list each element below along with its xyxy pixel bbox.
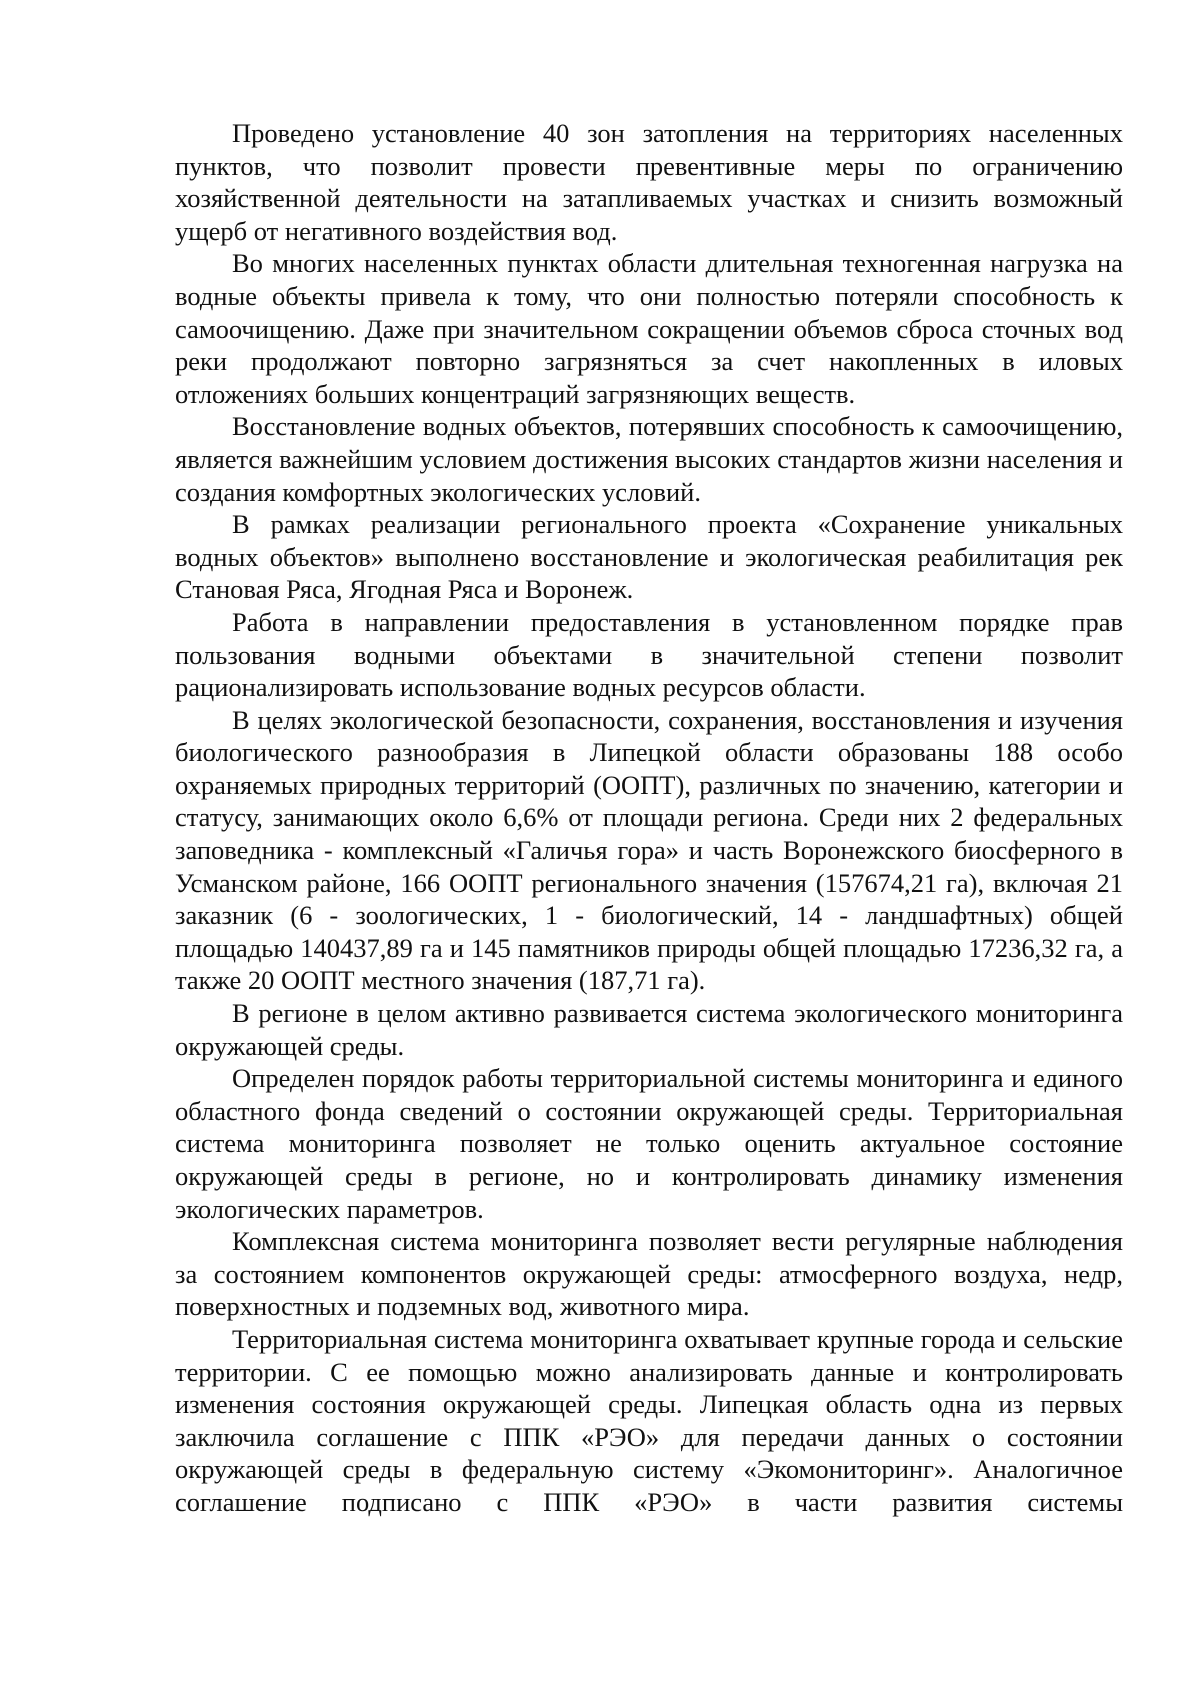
paragraph-monitoring-procedure: Определен порядок работы территориальной системы мониторинга и единого областного фонда сведений о состоянии окружающей среды. Территориальная система мониторинга позволяет не только оценить актуальное состояние окружающей среды в регионе, но и контролировать динамику изменения экологических параметров. xyxy=(175,1063,1123,1224)
paragraph-regional-project: В рамках реализации регионального проекта «Сохранение уникальных водных объектов» выполнено восстановление и экологическая реабилитация рек Становая Ряса, Ягодная Ряса и Воронеж. xyxy=(175,509,1123,605)
paragraph-water-restoration: Восстановление водных объектов, потерявших способность к самоочищению, является важнейшим условием достижения высоких стандартов жизни населения и создания комфортных экологических условий. xyxy=(175,411,1123,507)
paragraph-technogenic-load: Во многих населенных пунктах области длительная техногенная нагрузка на водные объекты привела к тому, что они полностью потеряли способность к самоочищению. Даже при значительном сокращении объемов сброса сточных вод реки продолжают повторно загрязняться за счет накопленных в иловых отложениях больших концентраций загрязняющих веществ. xyxy=(175,248,1123,409)
paragraph-water-use-rights: Работа в направлении предоставления в установленном порядке прав пользования водными объектами в значительной степени позволит рационализировать использование водных ресурсов области. xyxy=(175,606,1123,703)
paragraph-complex-monitoring: Комплексная система мониторинга позволяет вести регулярные наблюдения за состоянием компонентов окружающей среды: атмосферного воздуха, недр, поверхностных и подземных вод, животного мира. xyxy=(175,1226,1123,1322)
document-body xyxy=(175,117,1123,1519)
paragraph-territorial-monitoring: Территориальная система мониторинга охватывает крупные города и сельские территории. С ее помощью можно анализировать данные и контролировать изменения состояния окружающей среды. Липецкая область одна из первых заключила соглашение с ППК «РЭО» для передачи данных о состоянии окружающей среды в федеральную систему «Экомониторинг». Аналогичное соглашение подписано с ППК «РЭО» в части развития системы xyxy=(175,1323,1123,1517)
paragraph-protected-areas: В целях экологической безопасности, сохранения, восстановления и изучения биологического разнообразия в Липецкой области образованы 188 особо охраняемых природных территорий (ООПТ), различных по значению, категории и статусу, занимающих около 6,6% от площади региона. Среди них 2 федеральных заповедника - комплексный «Галичья гора» и часть Воронежского биосферного в Усманском районе, 166 ООПТ регионального значения (157674,21 га), включая 21 заказник (6 - зоологических, 1 - биологический, 14 - ландшафтных) общей площадью 140437,89 га и 145 памятников природы общей площадью 17236,32 га, а также 20 ООПТ местного значения (187,71 га). xyxy=(175,704,1123,996)
paragraph-monitoring-development: В регионе в целом активно развивается система экологического мониторинга окружающей среды. xyxy=(175,998,1123,1061)
paragraph-flood-zones: Проведено установление 40 зон затопления на территориях населенных пунктов, что позволит провести превентивные меры по ограничению хозяйственной деятельности на затапливаемых участках и снизить возможный ущерб от негативного воздействия вод. xyxy=(175,118,1123,246)
